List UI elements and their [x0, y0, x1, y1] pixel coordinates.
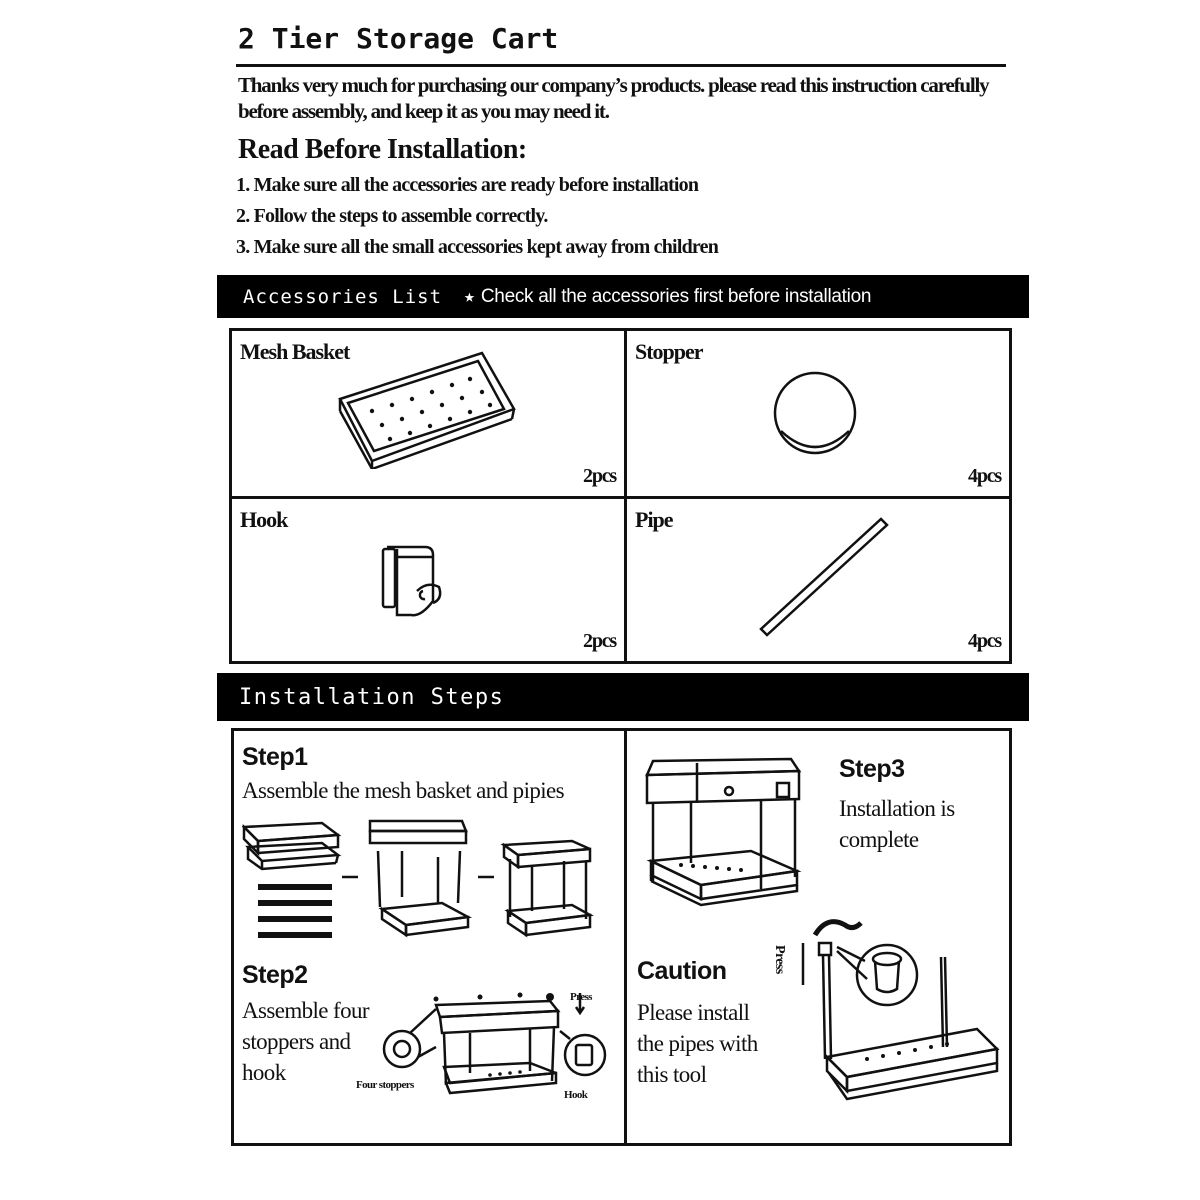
accessory-cell-stopper [624, 331, 1009, 499]
step2-title: Step2 [242, 961, 308, 989]
step2-text [242, 995, 369, 1088]
step1-text: Assemble the mesh basket and pipies [242, 778, 565, 803]
read-before-item: 3. Make sure all the small accessories kept away from children [236, 236, 719, 258]
accessory-qty: 2pcs [583, 465, 616, 487]
accessory-name: Hook [240, 507, 288, 532]
press-label: Press [570, 991, 592, 1003]
caution-text-line: the pipes with [637, 1031, 758, 1056]
accessories-grid [229, 328, 1012, 664]
accessory-qty: 2pcs [583, 630, 616, 652]
accessory-cell-pipe [624, 499, 1009, 661]
step3-text-line: Installation is [839, 796, 955, 821]
mesh-basket-icon [332, 349, 522, 469]
step1-title: Step1 [242, 743, 308, 771]
page-title: 2 Tier Storage Cart [238, 22, 559, 55]
read-before-list [236, 170, 718, 263]
installation-bar [217, 673, 1029, 721]
steps-right-column [624, 731, 1009, 1143]
installation-bar-label: Installation Steps [239, 684, 505, 710]
step2-text-line: stoppers and [242, 1029, 351, 1054]
star-icon: ★ [464, 286, 475, 307]
accessories-bar-label: Accessories List [243, 285, 443, 308]
step3-text [839, 793, 955, 855]
stopper-icon [769, 371, 865, 461]
step3-complete-cart-illustration [641, 753, 811, 913]
accessory-qty: 4pcs [968, 630, 1001, 652]
caution-text-line: Please install [637, 1000, 750, 1025]
step2-text-line: hook [242, 1060, 286, 1085]
step1-assembly-illustration [242, 817, 602, 941]
caution-pipe-tool-illustration [787, 909, 1007, 1109]
title-divider [236, 64, 1006, 67]
accessories-bar [217, 275, 1029, 318]
hook-icon [377, 541, 447, 621]
accessory-cell-mesh-basket [232, 331, 624, 499]
accessory-name: Pipe [635, 507, 673, 532]
caution-title: Caution [637, 957, 727, 985]
accessory-name: Stopper [635, 339, 703, 364]
read-before-heading: Read Before Installation: [238, 134, 527, 165]
steps-left-column [234, 731, 624, 1143]
read-before-item: 1. Make sure all the accessories are ready before installation [236, 174, 699, 196]
step2-text-line: Assemble four [242, 998, 369, 1023]
four-stoppers-label: Four stoppers [356, 1079, 414, 1091]
step2-stoppers-hook-illustration [380, 987, 610, 1097]
accessory-name: Mesh Basket [240, 339, 350, 364]
caution-press-label: Press [772, 945, 787, 974]
accessory-cell-hook [232, 499, 624, 661]
steps-grid [231, 728, 1012, 1146]
caution-text [637, 997, 758, 1090]
hook-label: Hook [564, 1089, 588, 1101]
read-before-item: 2. Follow the steps to assemble correctly. [236, 205, 548, 227]
caution-text-line: this tool [637, 1062, 707, 1087]
intro-text: Thanks very much for purchasing our company’s products. please read this instruction carefully before assembly, and keep it as you may need it. [238, 73, 989, 123]
step3-text-line: complete [839, 827, 919, 852]
accessories-note: Check all the accessories first before installation [480, 285, 872, 307]
accessory-qty: 4pcs [968, 465, 1001, 487]
step3-title: Step3 [839, 755, 905, 783]
pipe-icon [755, 513, 895, 639]
